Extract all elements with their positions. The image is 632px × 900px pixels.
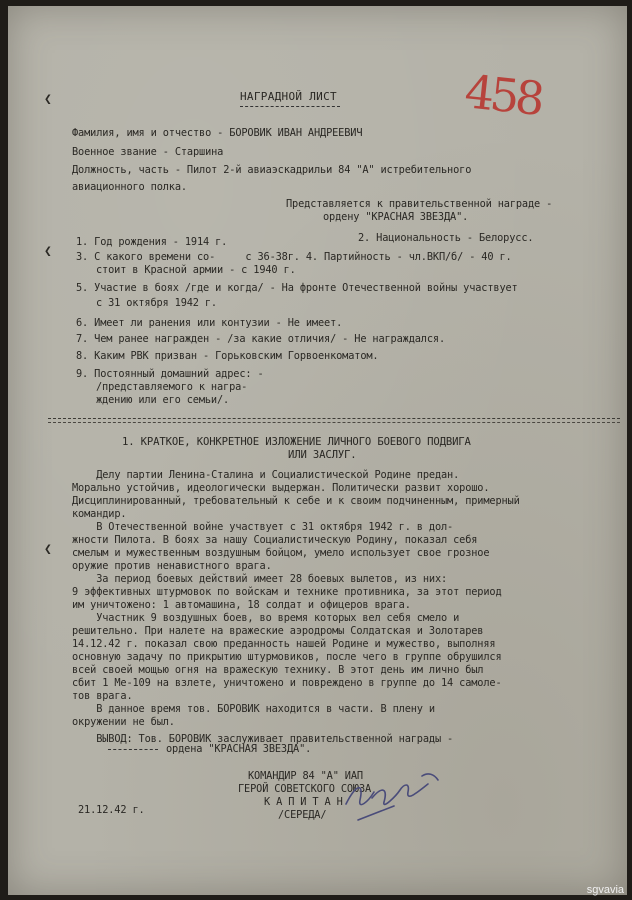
commander-name: /СЕРЕДА/ [278,809,327,821]
question-5-cont: с 31 октября 1942 г. [96,297,217,309]
title-underline [240,106,340,107]
body-line: В Отечественной войне участвует с 31 октября 1942 г. в дол- [72,521,454,533]
body-line: За период боевых действий имеет 28 боевых вылетов, из них: [72,573,448,585]
body-line: основную задачу по прикрытию штурмовиков, после чего в группе обрушился [72,651,502,663]
body-line: всей своей мощью огня на вражескую технику. В этот день им лично был [72,664,484,676]
margin-mark-icon: ❮ [44,92,52,107]
field-position: Должность, часть - Пилот 2-й авиаэскадрильи 84 "А" истребительного [72,164,472,176]
divider-line [48,418,620,419]
question-1: 1. Год рождения - 1914 г. [76,236,228,248]
question-7: 7. Чем ранее награжден - /за какие отличия/ - Не награждался. [76,333,446,345]
body-line: тов врага. [72,690,133,702]
margin-mark-icon: ❮ [44,244,52,259]
commander-honor: ГЕРОЙ СОВЕТСКОГО СОЮЗА [238,783,372,795]
presented-to-cont: ордену "КРАСНАЯ ЗВЕЗДА". [323,211,469,223]
presented-to: Представляется к правительственной награде - [286,198,553,210]
body-line: командир. [72,508,127,520]
field-position-cont: авиационного полка. [72,181,187,193]
question-6: 6. Имеет ли ранения или контузии - Не имеет. [76,317,343,329]
section-heading-cont: ИЛИ ЗАСЛУГ. [288,449,357,461]
body-line: Дисциплинированный, требовательный к себе и к своим подчиненным, примерный [72,495,520,507]
body-line: 9 эффективных штурмовок по войскам и технике противника, за этот период [72,586,502,598]
body-line: решительно. При налете на вражеские аэродромы Солдатская и Золотарев [72,625,484,637]
document-date: 21.12.42 г. [78,804,145,816]
body-line: Участник 9 воздушных боев, во время которых вел себя смело и [72,612,460,624]
body-line: смелым и мужественным воздушным бойцом, умело использует свое грозное [72,547,490,559]
question-5: 5. Участие в боях /где и когда/ - На фронте Отечественной войны участвует [76,282,518,294]
document-title: НАГРАДНОЙ ЛИСТ [240,90,337,103]
watermark: sgvavia [586,884,624,896]
field-fio: Фамилия, имя и отчество - БОРОВИК ИВАН АНДРЕЕВИЧ [72,127,363,139]
conclusion-underline [108,749,158,750]
body-line: оружие против ненавистного врага. [72,560,272,572]
question-3-cont: стоит в Красной армии - с 1940 г. [96,264,296,276]
signature-icon [338,762,448,822]
divider-line [48,422,620,423]
conclusion-cont: ордена "КРАСНАЯ ЗВЕЗДА". [166,743,312,755]
body-line: Морально устойчив, идеологически выдержан. Политически развит хорошо. [72,482,490,494]
commander-title: КОМАНДИР 84 "А" ИАП [248,770,363,782]
body-line: жности Пилота. В боях за нашу Социалистическую Родину, показал себя [72,534,478,546]
handwritten-number: 458 [462,64,544,126]
body-line: В данное время тов. БОРОВИК находится в части. В плену и [72,703,435,715]
margin-mark-icon: ❮ [44,542,52,557]
body-line: окружении не был. [72,716,175,728]
body-line: им уничтожено: 1 автомашина, 18 солдат и офицеров врага. [72,599,411,611]
body-line: 14.12.42 г. показал свою преданность нашей Родине и мужество, выполняя [72,638,496,650]
question-8: 8. Каким РВК призван - Горьковским Горвоенкоматом. [76,350,379,362]
question-9-cont: /представляемого к награ- [96,381,248,393]
field-rank: Военное звание - Старшина [72,146,224,158]
section-heading: 1. КРАТКОЕ, КОНКРЕТНОЕ ИЗЛОЖЕНИЕ ЛИЧНОГО БОЕВОГО ПОДВИГА [122,436,471,448]
conclusion: ВЫВОД: Тов. БОРОВИК заслуживает правительственной награды - [72,733,454,745]
question-9-cont: ждению или его семьи/. [96,394,230,406]
question-9: 9. Постоянный домашний адрес: - [76,368,264,380]
question-3-4: 3. С какого времени со- с 36-38г. 4. Партийность - чл.ВКП/б/ - 40 г. [76,251,512,263]
question-2: 2. Национальность - Белорусс. [358,232,534,244]
document-sheet [8,6,627,895]
body-line: Делу партии Ленина-Сталина и Социалистической Родине предан. [72,469,460,481]
commander-rank: К А П И Т А Н [264,796,343,808]
body-line: сбит 1 Ме-109 на взлете, уничтожено и повреждено в группе до 14 самоле- [72,677,502,689]
